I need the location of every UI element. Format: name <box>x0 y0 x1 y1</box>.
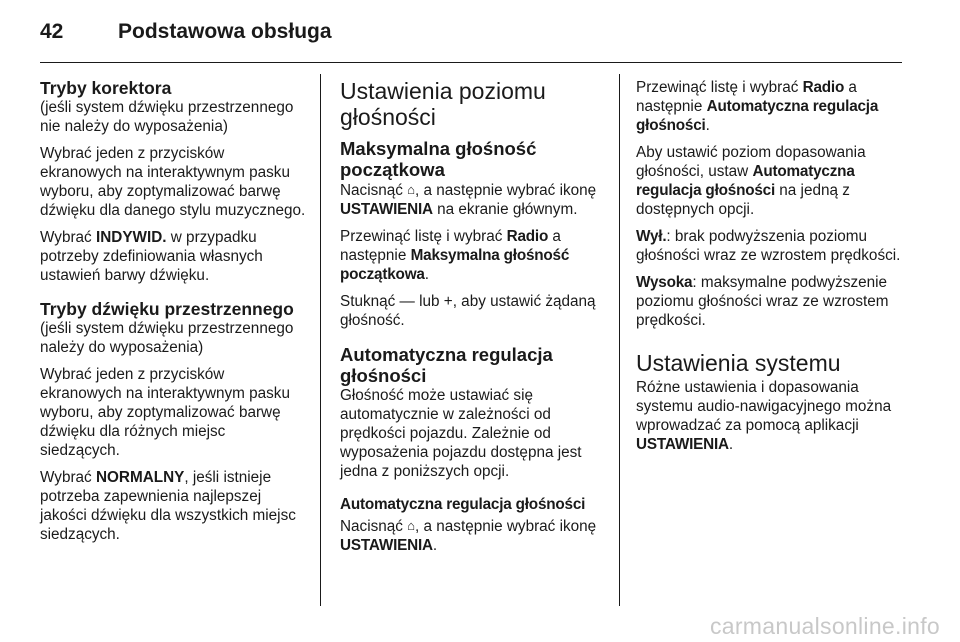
watermark: carmanualsonline.info <box>709 613 940 639</box>
equalizer-note: (jeśli system dźwięku przestrzennego nie należy do wyposażenia) <box>40 99 294 135</box>
sub-heading-auto-volume: Automatyczna regulacja głośności <box>340 496 586 513</box>
chapter-title: Podstawowa obsługa <box>118 20 332 43</box>
max-volume-step-2: Przewinąć listę i wybrać Radio a następnie Maksymalna głośność początkowa. <box>340 228 570 283</box>
minus-icon: — <box>399 293 415 310</box>
system-settings-paragraph: Różne ustawienia i dopasowania systemu audio-nawigacyjnego można wprowadzać za pomocą aplikacji USTAWIENIA. <box>636 379 892 453</box>
auto-volume-paragraph: Głośność może ustawiać się automatycznie w zależności od prędkości pojazdu. Zależnie od wyposażenia pojazdu dostępna jest jedna z poniższych opcji. <box>340 387 582 480</box>
surround-normal-paragraph: Wybrać NORMALNY, jeśli istnieje potrzeba zapewnienia najlepszej jakości dźwięku dla wszystkich miejsc siedzących. <box>40 469 296 543</box>
auto-volume-step-1: Nacisnąć ⌂, a następnie wybrać ikonę USTAWIENIA. <box>340 518 597 554</box>
keyword-normalny: NORMALNY <box>95 469 185 486</box>
header-rule <box>40 62 902 63</box>
subsection-title-max-volume: Maksymalna głośność początkowa <box>340 138 537 180</box>
option-high: Wysoka: maksymalne podwyższenie poziomu głośności wraz ze wzrostem prędkości. <box>636 274 889 329</box>
equalizer-custom-paragraph: Wybrać INDYWID. w przypadku potrzeby zdefiniowania własnych ustawień barwy dźwięku. <box>40 229 263 284</box>
section-title-equalizer: Tryby korektora <box>40 78 172 98</box>
option-off: Wył.: brak podwyższenia poziomu głośności wraz ze wzrostem prędkości. <box>636 228 901 264</box>
page-number: 42 <box>40 20 64 43</box>
home-icon: ⌂ <box>407 518 416 533</box>
column-2 <box>340 78 610 563</box>
column-divider-left <box>320 74 321 606</box>
keyword-indywid: INDYWID. <box>95 229 167 246</box>
column-3 <box>636 78 908 462</box>
subsection-title-auto-volume: Automatyczna regulacja głośności <box>340 344 553 386</box>
auto-volume-step-3: Aby ustawić poziom dopasowania głośności, ustaw Automatyczna regulacja głośności na jedną z dostępnych opcji. <box>636 144 866 218</box>
column-divider-right <box>619 74 620 606</box>
auto-volume-step-2: Przewinąć listę i wybrać Radio a następnie Automatyczna regulacja głośności. <box>636 79 879 134</box>
surround-note: (jeśli system dźwięku przestrzennego należy do wyposażenia) <box>40 320 294 356</box>
plus-icon: + <box>443 293 453 310</box>
section-title-volume: Ustawienia poziomu głośności <box>340 78 546 130</box>
surround-paragraph: Wybrać jeden z przycisków ekranowych na interaktywnym pasku wyboru, aby zoptymalizować barwę dźwięku dla różnych miejsc siedzących. <box>40 366 290 459</box>
home-icon: ⌂ <box>407 182 416 197</box>
section-title-system-settings: Ustawienia systemu <box>636 350 841 376</box>
max-volume-step-1: Nacisnąć ⌂, a następnie wybrać ikonę USTAWIENIA na ekranie głównym. <box>340 182 597 218</box>
page-header <box>40 16 902 56</box>
max-volume-step-3: Stuknąć — lub +, aby ustawić żądaną głośność. <box>340 293 596 329</box>
section-title-surround: Tryby dźwięku przestrzennego <box>40 299 294 319</box>
equalizer-paragraph: Wybrać jeden z przycisków ekranowych na interaktywnym pasku wyboru, aby zoptymalizować barwę dźwięku dla danego stylu muzycznego. <box>40 145 306 219</box>
column-1 <box>40 78 308 552</box>
